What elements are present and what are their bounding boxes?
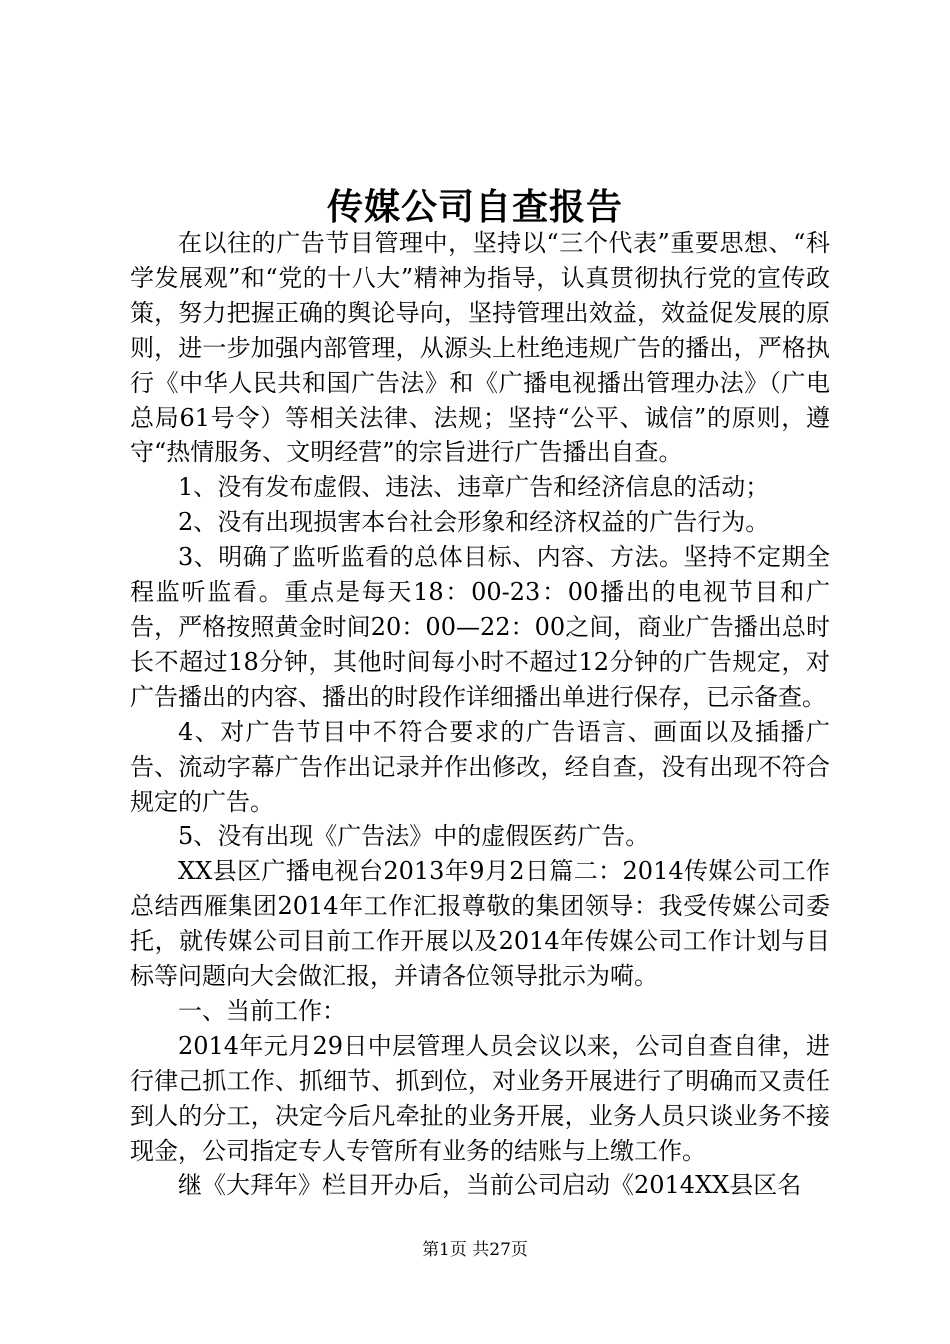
paragraph-item-4: 4、对广告节目中不符合要求的广告语言、画面以及插播广告、流动字幕广告作出记录并作出修改，经自查，没有出现不符合规定的广告。 xyxy=(130,717,830,816)
paragraph-item-1: 1、没有发布虚假、违法、违章广告和经济信息的活动； xyxy=(178,473,770,502)
document-title: 传媒公司自查报告 xyxy=(326,186,623,228)
paragraph-meeting: 2014年元月29日中层管理人员会议以来，公司自查自律，进行律己抓工作、抓细节、抓到位，对业务开展进行了明确而又责任到人的分工，决定今后凡牵扯的业务开展，业务人员只谈业务不接现金，公司指定专人专管所有业务的结账与上缴工作。 xyxy=(130,1031,830,1165)
paragraph-intro: 在以往的广告节目管理中，坚持以“三个代表”重要思想、“科学发展观”和“党的十八大”精神为指导，认真贯彻执行党的宣传政策，努力把握正确的舆论导向，坚持管理出效益，效益促发展的原则，进一步加强内部管理，从源头上杜绝违规广告的播出，严格执行《中华人民共和国广告法》和《广播电视播出管理办法》（广电总局61号令）等相关法律、法规；坚持“公平、诚信”的原则，遵守“热情服务、文明经营”的宗旨进行广告播出自查。 xyxy=(130,229,830,467)
paragraph-continuation: 继《大拜年》栏目开办后，当前公司启动《2014XX县区名 xyxy=(178,1171,802,1200)
paragraph-second-article: XX县区广播电视台2013年9月2日篇二：2014传媒公司工作总结西雁集团2014年工作汇报尊敬的集团领导：我受传媒公司委托，就传媒公司目前工作开展以及2014年传媒公司工作计划与目标等问题向大会做汇报，并请各位领导批示为嗬。 xyxy=(130,857,830,991)
document-body xyxy=(130,226,830,1203)
page-footer: 第1页 共27页 xyxy=(422,1240,528,1260)
paragraph-item-2: 2、没有出现损害本台社会形象和经济权益的广告行为。 xyxy=(178,508,770,537)
paragraph-item-3: 3、明确了监听监看的总体目标、内容、方法。坚持不定期全程监听监看。重点是每天18：00-23：00播出的电视节目和广告，严格按照黄金时间20：00—22：00之间，商业广告播出总时长不超过18分钟，其他时间每小时不超过12分钟的广告规定，对广告播出的内容、播出的时段作详细播出单进行保存，已示备查。 xyxy=(130,543,830,711)
paragraph-item-5: 5、没有出现《广告法》中的虚假医药广告。 xyxy=(178,822,650,851)
section-heading-current-work: 一、当前工作： xyxy=(178,996,346,1025)
